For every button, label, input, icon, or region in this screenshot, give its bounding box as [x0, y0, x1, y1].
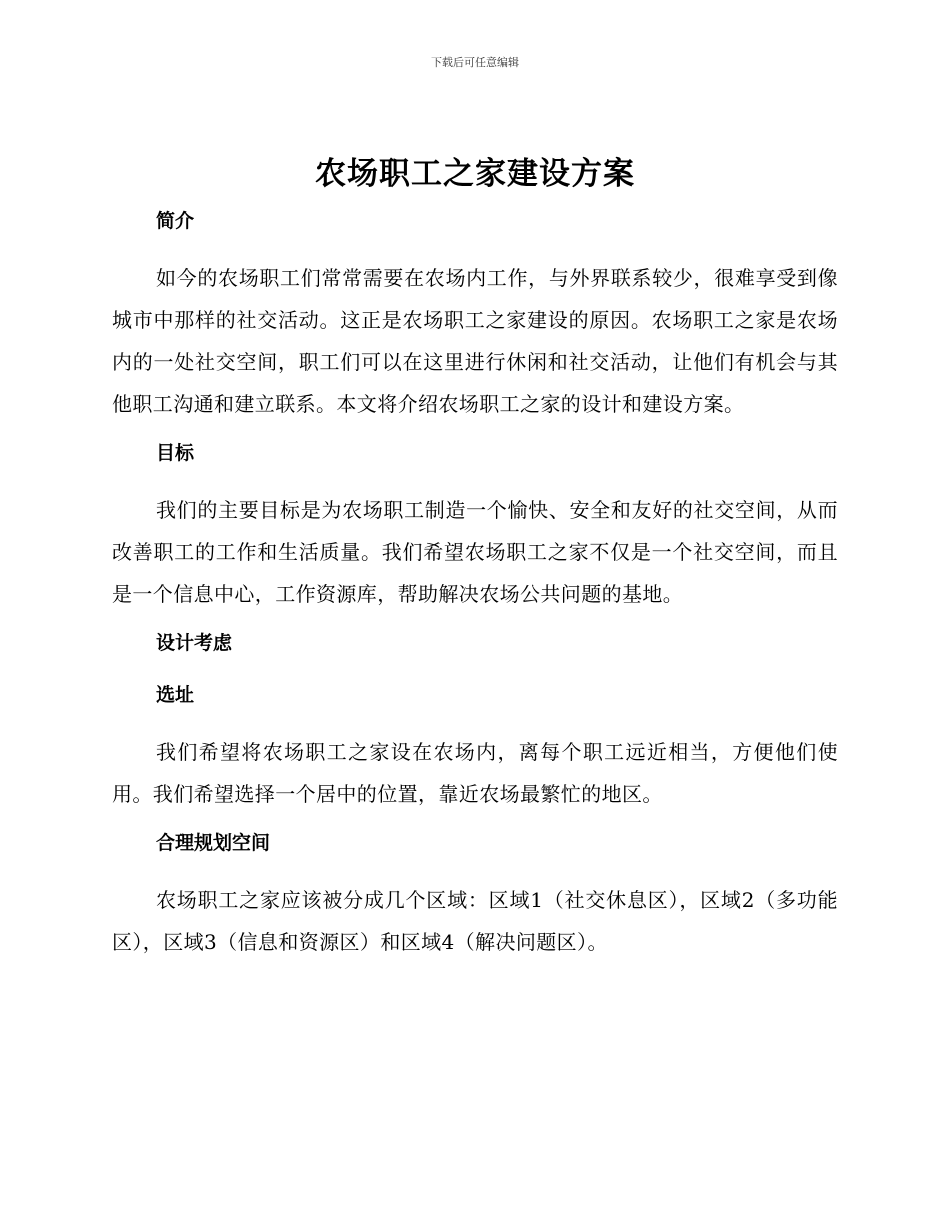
section-heading-space-planning: 合理规划空间 [156, 832, 271, 854]
section-goals [112, 437, 838, 627]
section-heading-design-considerations: 设计考虑 [156, 632, 233, 654]
section-paragraph-space-planning: 农场职工之家应该被分成几个区域：区域1（社交休息区），区域2（多功能区），区域3（信息和资源区）和区域4（解决问题区）。 [112, 888, 838, 954]
section-heading-site-selection: 选址 [156, 684, 195, 706]
section-paragraph-site-selection: 我们希望将农场职工之家设在农场内，离每个职工远近相当，方便他们使用。我们希望选择一个居中的位置，靠近农场最繁忙的地区。 [112, 740, 838, 806]
section-paragraph-goals: 我们的主要目标是为农场职工制造一个愉快、安全和友好的社交空间，从而改善职工的工作和生活质量。我们希望农场职工之家不仅是一个社交空间，而且是一个信息中心，工作资源库，帮助解决农场公共问题的基地。 [112, 498, 838, 606]
page-header-note: 下载后可任意编辑 [431, 56, 519, 69]
section-space-planning [112, 827, 838, 963]
section-design-considerations [112, 627, 838, 679]
section-site-selection [112, 679, 838, 827]
section-heading-intro: 简介 [156, 210, 195, 232]
section-heading-goals: 目标 [156, 442, 195, 464]
section-paragraph-intro: 如今的农场职工们常常需要在农场内工作，与外界联系较少，很难享受到像城市中那样的社交活动。这正是农场职工之家建设的原因。农场职工之家是农场内的一处社交空间，职工们可以在这里进行休闲和社交活动，让他们有机会与其他职工沟通和建立联系。本文将介绍农场职工之家的设计和建设方案。 [112, 266, 838, 416]
document-title: 农场职工之家建设方案 [315, 156, 635, 192]
document-body [112, 205, 838, 963]
section-intro [112, 205, 838, 437]
